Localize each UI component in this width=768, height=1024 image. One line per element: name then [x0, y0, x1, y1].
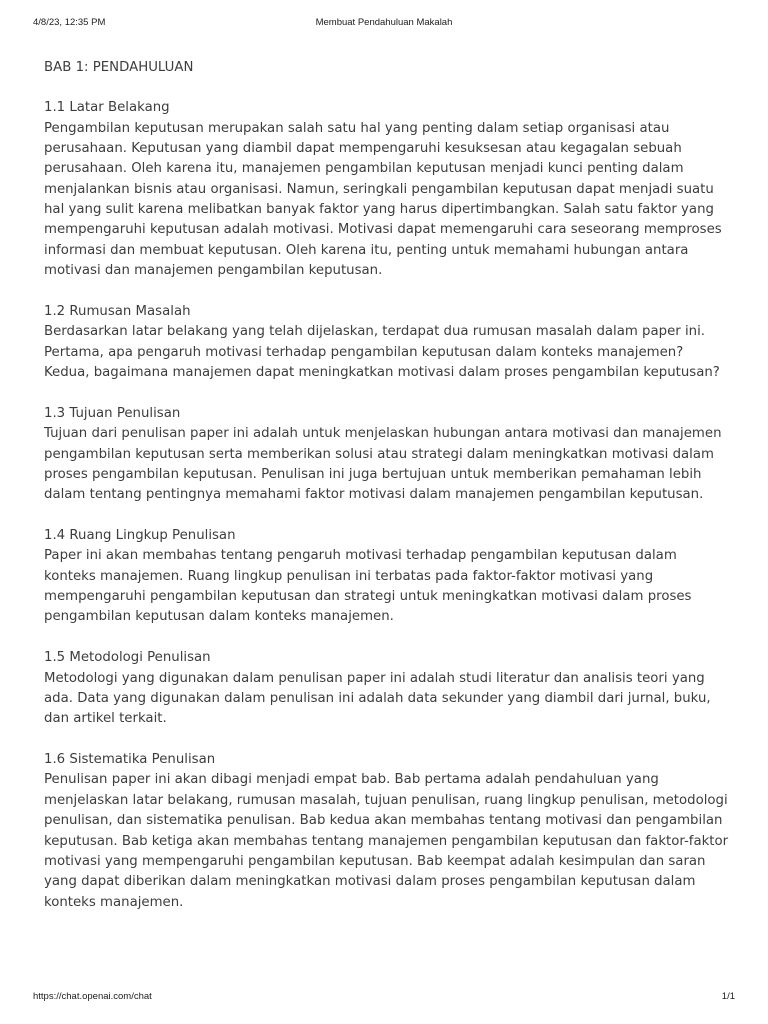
section-heading: 1.1 Latar Belakang	[44, 100, 170, 116]
document-content	[44, 58, 729, 933]
print-footer	[33, 991, 735, 1005]
section-body: Penulisan paper ini akan dibagi menjadi empat bab. Bab pertama adalah pendahuluan yang menjelaskan latar belakang, rumusan masalah, tujuan penulisan, ruang lingkup penulisan, metodologi penulisan, dan sistematika penulisan. Bab kedua akan membahas tentang motivasi dan pengambilan keputusan. Bab ketiga akan membahas tentang manajemen pengambilan keputusan dan faktor-faktor motivasi yang mempengaruhi pengambilan keputusan. Bab keempat adalah kesimpulan dan saran yang dapat diberikan dalam meningkatkan motivasi dalam proses pengambilan keputusan dalam konteks manajemen.	[44, 772, 729, 910]
section-heading: 1.4 Ruang Lingkup Penulisan	[44, 528, 236, 544]
section-metodologi	[44, 648, 729, 729]
section-heading: 1.5 Metodologi Penulisan	[44, 650, 211, 666]
page-number: 1/1	[721, 991, 735, 1002]
print-datetime: 4/8/23, 12:35 PM	[33, 17, 106, 28]
document-title: BAB 1: PENDAHULUAN	[44, 60, 194, 75]
section-body: Pengambilan keputusan merupakan salah satu hal yang penting dalam setiap organisasi atau perusahaan. Keputusan yang diambil dapat mempengaruhi kesuksesan atau kegagalan sebuah perusahaan. Oleh karena itu, manajemen pengambilan keputusan menjadi kunci penting dalam menjalankan bisnis atau organisasi. Namun, seringkali pengambilan keputusan dapat menjadi suatu hal yang sulit karena melibatkan banyak faktor yang harus dipertimbangkan. Salah satu faktor yang mempengaruhi keputusan adalah motivasi. Motivasi dapat memengaruhi cara seseorang memproses informasi dan membuat keputusan. Oleh karena itu, penting untuk memahami hubungan antara motivasi dan manajemen pengambilan keputusan.	[44, 120, 722, 279]
section-heading: 1.6 Sistematika Penulisan	[44, 752, 216, 768]
section-body: Berdasarkan latar belakang yang telah dijelaskan, terdapat dua rumusan masalah dalam paper ini. Pertama, apa pengaruh motivasi terhadap pengambilan keputusan dalam konteks manajemen? Kedua, bagaimana manajemen dapat meningkatkan motivasi dalam proses pengambilan keputusan?	[44, 324, 720, 380]
section-body: Tujuan dari penulisan paper ini adalah untuk menjelaskan hubungan antara motivasi dan manajemen pengambilan keputusan serta memberikan solusi atau strategi dalam meningkatkan motivasi dalam proses pengambilan keputusan. Penulisan ini juga bertujuan untuk memberikan pemahaman lebih dalam tentang pentingnya memahami faktor motivasi dalam manajemen pengambilan keputusan.	[44, 426, 722, 503]
print-page-title: Membuat Pendahuluan Makalah	[315, 17, 453, 28]
section-latar-belakang	[44, 98, 729, 281]
section-ruang-lingkup	[44, 526, 729, 628]
section-heading: 1.3 Tujuan Penulisan	[44, 405, 181, 421]
section-heading: 1.2 Rumusan Masalah	[44, 303, 191, 319]
section-rumusan-masalah	[44, 302, 729, 383]
section-body: Metodologi yang digunakan dalam penulisan paper ini adalah studi literatur dan analisis teori yang ada. Data yang digunakan dalam penulisan ini adalah data sekunder yang diambil dari jurnal, buku, dan artikel terkait.	[44, 670, 711, 727]
section-body: Paper ini akan membahas tentang pengaruh motivasi terhadap pengambilan keputusan dalam konteks manajemen. Ruang lingkup penulisan ini terbatas pada faktor-faktor motivasi yang mempengaruhi pengambilan keputusan dan strategi untuk meningkatkan motivasi dalam proses pengambilan keputusan dalam konteks manajemen.	[44, 548, 692, 625]
source-url: https://chat.openai.com/chat	[33, 991, 152, 1002]
section-sistematika	[44, 750, 729, 913]
section-tujuan-penulisan	[44, 404, 729, 506]
print-header	[33, 17, 735, 31]
